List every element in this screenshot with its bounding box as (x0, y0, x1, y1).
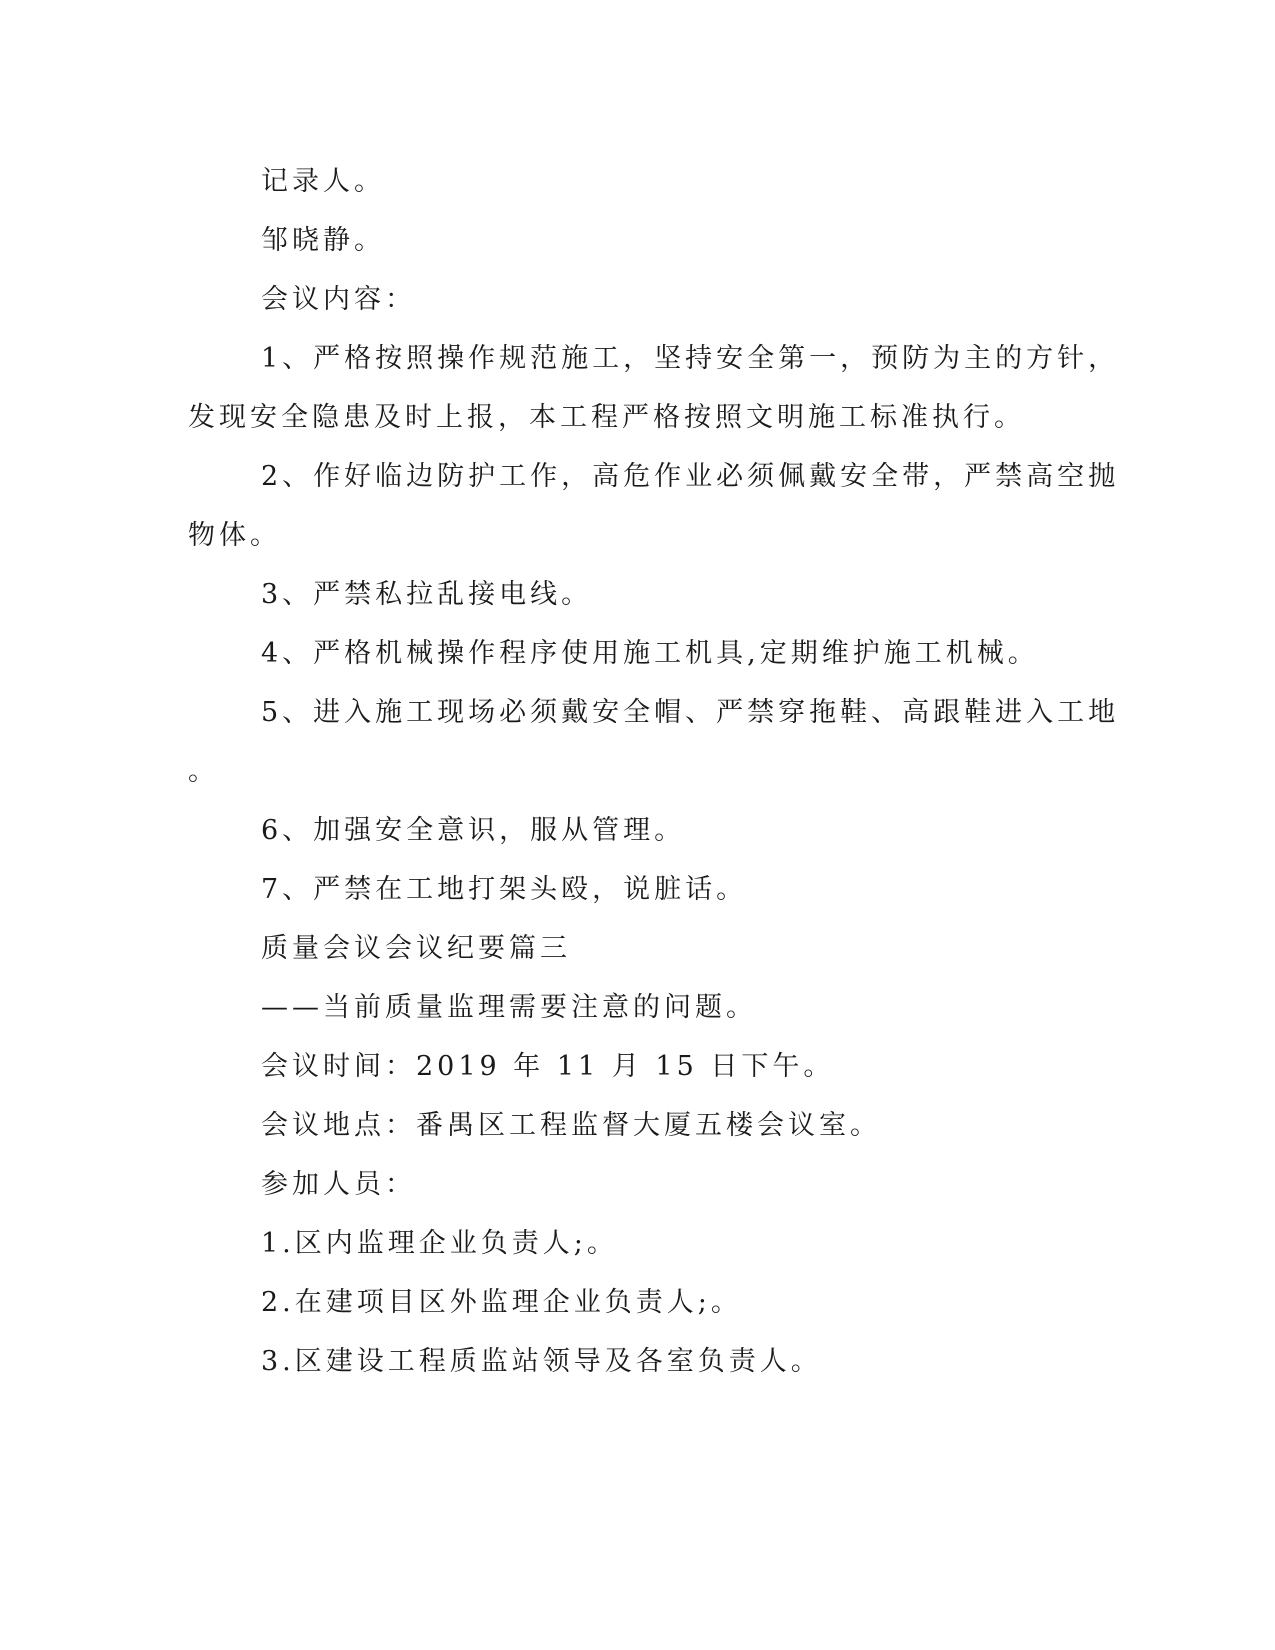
attendee-item-3: 3.区建设工程质监站领导及各室负责人。 (261, 1346, 822, 1377)
content-item-5-line-1: 5、进入施工现场必须戴安全帽、严禁穿拖鞋、高跟鞋进入工地 (261, 697, 1120, 728)
content-item-1-line-1: 1、严格按照操作规范施工，坚持安全第一，预防为主的方针， (261, 343, 1120, 374)
content-item-2-line-2: 物体。 (188, 520, 281, 551)
meeting-time: 会议时间：2019 年 11 月 15 日下午。 (261, 1051, 835, 1082)
content-item-6: 6、加强安全意识，服从管理。 (261, 815, 686, 846)
content-item-7: 7、严禁在工地打架头殴，说脏话。 (261, 874, 748, 905)
section-subtitle: ——当前质量监理需要注意的问题。 (261, 992, 757, 1023)
recorder-name: 邹晓静。 (261, 225, 385, 256)
attendees-heading: 参加人员： (261, 1169, 416, 1200)
recorder-label: 记录人。 (261, 166, 385, 197)
content-item-1-line-2: 发现安全隐患及时上报，本工程严格按照文明施工标准执行。 (188, 402, 1025, 433)
meeting-location: 会议地点：番禺区工程监督大厦五楼会议室。 (261, 1110, 881, 1141)
attendee-item-1: 1.区内监理企业负责人;。 (261, 1228, 618, 1259)
meeting-content-heading: 会议内容： (261, 284, 416, 315)
content-item-4: 4、严格机械操作程序使用施工机具,定期维护施工机械。 (261, 638, 1039, 669)
content-item-3: 3、严禁私拉乱接电线。 (261, 579, 593, 610)
content-item-5-line-2: 。 (188, 756, 219, 787)
attendee-item-2: 2.在建项目区外监理企业负责人;。 (261, 1287, 742, 1318)
content-item-2-line-1: 2、作好临边防护工作，高危作业必须佩戴安全带，严禁高空抛 (261, 461, 1120, 492)
section-title: 质量会议会议纪要篇三 (261, 933, 571, 964)
